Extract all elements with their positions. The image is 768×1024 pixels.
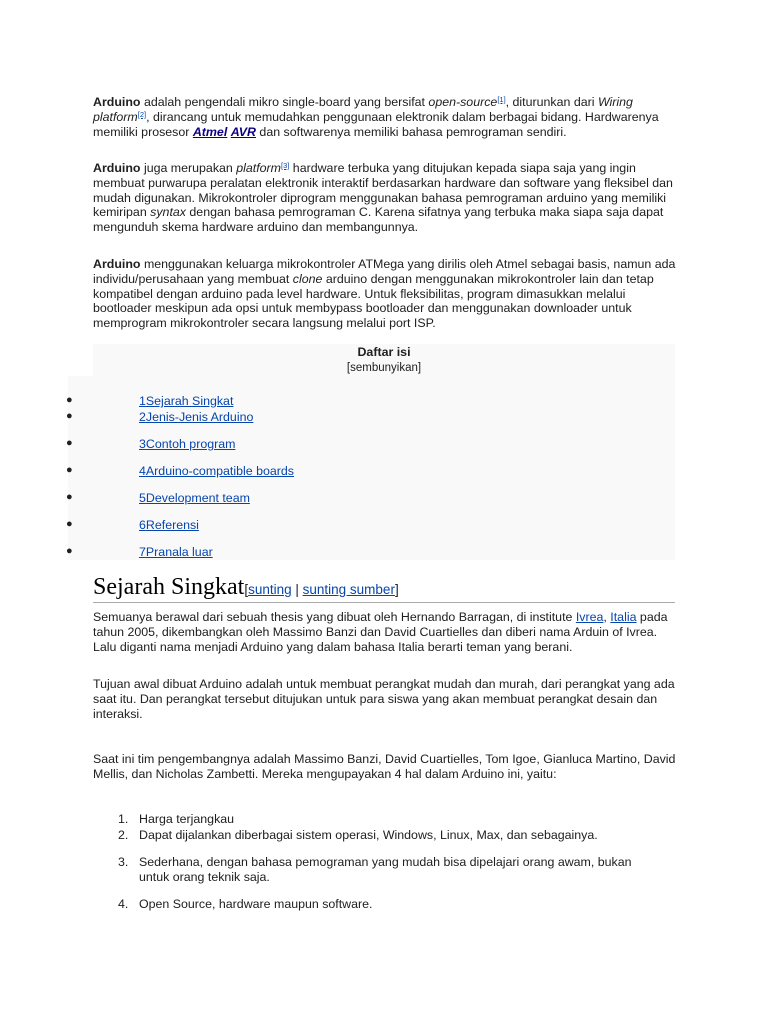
- toc-link-referensi[interactable]: 6Referensi: [139, 518, 199, 532]
- link-atmel[interactable]: Atmel: [192, 124, 228, 139]
- toc-link-arduino-compatible-boards[interactable]: 4Arduino-compatible boards: [139, 464, 294, 478]
- toc-item[interactable]: [66, 545, 466, 561]
- intro-paragraph-3: Arduino menggunakan keluarga mikrokontroler ATMega yang dirilis oleh Atmel sebagai basis, namun ada individu/perusahaan yang membuat clone arduino dengan menggunakan mikrokontroler lain dan tetap kompatibel dengan arduino pada level hardware. Untuk fleksibilitas, program dimasukkan melalui bootloader meskipun ada opsi untuk membypass bootloader dan menggunakan downloader untuk memprogram mikrokontroler secara langsung melalui port ISP.: [93, 257, 676, 331]
- toc-link-jenis-jenis-arduino[interactable]: 2Jenis-Jenis Arduino: [139, 410, 254, 424]
- section-paragraph-3: Saat ini tim pengembangnya adalah Massimo Banzi, David Cuartielles, Tom Igoe, Gianluca Martino, David Mellis, dan Nicholas Zambetti. Mereka mengupayakan 4 hal dalam Arduino ini, yaitu:: [93, 752, 676, 781]
- bullet-icon: ●: [66, 464, 73, 476]
- edit-link[interactable]: sunting: [248, 582, 292, 597]
- toc-link-sejarah-singkat[interactable]: 1Sejarah Singkat: [139, 394, 234, 408]
- toc-item[interactable]: [66, 464, 466, 480]
- toc-title: Daftar isi: [357, 345, 411, 359]
- section-heading: [93, 574, 675, 603]
- toc-hide-link[interactable]: [sembunyikan]: [346, 362, 422, 374]
- edit-source-link[interactable]: sunting sumber: [302, 582, 395, 597]
- reference-link-1[interactable]: [1]: [497, 95, 506, 104]
- toc-link-contoh-program[interactable]: 3Contoh program: [139, 437, 236, 451]
- term-arduino: Arduino: [93, 95, 141, 109]
- toc-item[interactable]: [66, 518, 466, 534]
- bullet-icon: ●: [66, 518, 73, 530]
- toc-item[interactable]: [66, 410, 466, 426]
- section-paragraph-1: Semuanya berawal dari sebuah thesis yang dibuat oleh Hernando Barragan, di institute Ivrea, Italia pada tahun 2005, dikembangkan oleh Massimo Banzi dan David Cuartielles dan diberi nama Arduin of Ivrea. Lalu diganti nama menjadi Arduino yang dalam bahasa Italia berarti teman yang berani.: [93, 610, 668, 654]
- toc-item[interactable]: [66, 437, 466, 453]
- toc-item[interactable]: [66, 394, 466, 410]
- link-ivrea[interactable]: Ivrea: [575, 610, 604, 624]
- bullet-icon: ●: [66, 491, 73, 503]
- term-arduino: Arduino: [93, 161, 141, 175]
- bullet-icon: ●: [66, 545, 73, 557]
- bullet-icon: ●: [66, 437, 73, 449]
- intro-paragraph-2: Arduino juga merupakan platform[3] hardware terbuka yang ditujukan kepada siapa saja yang ingin membuat purwarupa peralatan elektronik interaktif berdasarkan hardware dan software yang fleksibel dan mudah digunakan. Mikrokontroler diprogram menggunakan bahasa pemrograman arduino yang memiliki kemiripan syntax dengan bahasa pemrograman C. Karena sifatnya yang terbuka maka siapa saja dapat mengunduh skema hardware arduino dan membangunnya.: [93, 161, 673, 235]
- bullet-icon: ●: [66, 394, 73, 406]
- edit-links: [sunting | sunting sumber]: [244, 582, 399, 597]
- link-italia[interactable]: Italia: [610, 610, 637, 624]
- section-title: Sejarah Singkat: [93, 574, 245, 600]
- toc-item[interactable]: [66, 491, 466, 507]
- reference-link-3[interactable]: [3]: [281, 161, 290, 170]
- toc-link-development-team[interactable]: 5Development team: [139, 491, 250, 505]
- intro-paragraph-1: Arduino adalah pengendali mikro single-board yang bersifat open-source[1], diturunkan dari Wiring platform[2], dirancang untuk memudahkan penggunaan elektronik dalam berbagai bidang. Hardwarenya memiliki prosesor Atmel AVR dan softwarenya memiliki bahasa pemrograman sendiri.: [93, 95, 659, 139]
- term-arduino: Arduino: [93, 257, 141, 271]
- link-avr[interactable]: AVR: [230, 124, 256, 139]
- toc-toggle[interactable]: [93, 362, 675, 374]
- section-paragraph-2: Tujuan awal dibuat Arduino adalah untuk membuat perangkat mudah dan murah, dari perangkat yang ada saat itu. Dan perangkat tersebut ditujukan untuk para siswa yang akan membuat perangkat desain dan interaksi.: [93, 677, 675, 721]
- toc-link-pranala-luar[interactable]: 7Pranala luar: [139, 545, 213, 559]
- bullet-icon: ●: [66, 410, 73, 422]
- reference-link-2[interactable]: [2]: [137, 109, 147, 119]
